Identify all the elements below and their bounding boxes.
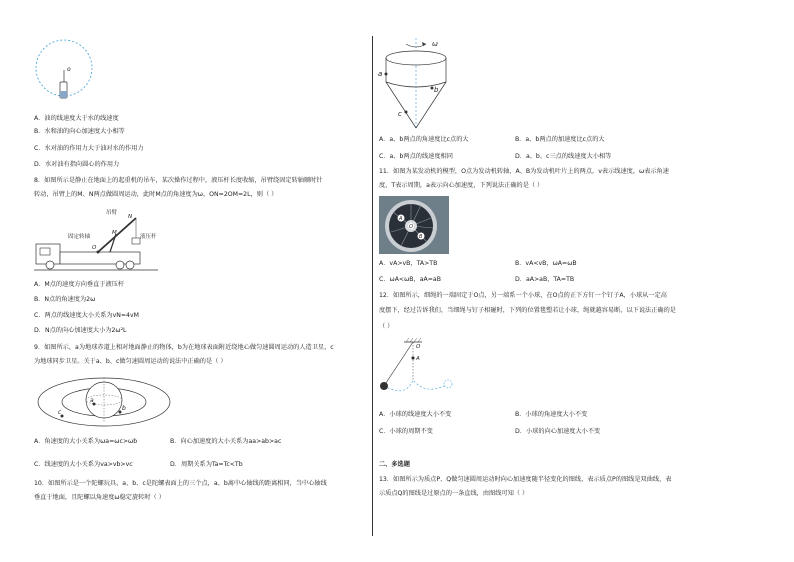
- q12-stem-line3: （ ）: [379, 323, 394, 330]
- q10-option-a: A．a、b两点的角速度比c点的大: [379, 136, 469, 143]
- q10-stem-line2: 垂直于地面，且陀螺以角速度ω稳定旋转时（ ）: [34, 494, 165, 501]
- q10-spinning-top-figure: [376, 36, 456, 132]
- q9-option-b: B．向心加速度的大小关系为aa>ab>ac: [170, 438, 282, 445]
- q7-option-c: C．水对油的作用力大于油对水的作用力: [34, 145, 144, 152]
- point-a: [385, 73, 388, 76]
- q7-option-a: A．油的线速度大于水的线速度: [34, 115, 119, 122]
- label-N: N: [128, 214, 133, 220]
- wheel-front: [46, 261, 54, 269]
- hydraulic-rod: [110, 234, 116, 252]
- q12-option-d: D．小球的向心加速度大小不变: [515, 428, 601, 435]
- q12-stem-line1: 12．如图所示，细绳的一端固定于O点，另一端系一个小球，在O点的正下方钉一个钉子A，小球从一定高: [379, 292, 667, 299]
- q10-option-d: D．a、b、c三点的线速度大小相等: [515, 153, 612, 160]
- label-pivot: 固定转轴: [68, 234, 91, 240]
- q8-option-d: D．N点的向心加速度大小为2ω²L: [34, 327, 127, 334]
- q11-stem-line1: 11．如图为某发动机的模型，O点为发动机转轴，A、B为发动机叶片上的两点，v表示线速度，ω表示角速: [379, 168, 669, 175]
- q12-option-a: A．小球的线速度大小不变: [379, 411, 452, 418]
- label-o: o: [67, 66, 71, 73]
- q9-stem-line2: 为地球同步卫星。关于a、b、c做匀速圆周运动的说法中正确的是（ ）: [34, 358, 227, 365]
- wheel-rear-2: [126, 261, 134, 269]
- q11-option-a: A．vA>vB，TA>TB: [379, 260, 438, 267]
- ceiling-hatch: [406, 338, 421, 342]
- label-a: a: [378, 70, 383, 78]
- q13-stem-line2: 示质点Q的图线是过原点的一条直线，由图线可知（ ）: [379, 490, 529, 497]
- label-O: O: [92, 245, 97, 251]
- ball-ghost: [444, 380, 452, 388]
- q10-option-c: C．a、b两点的线速度相同: [379, 153, 453, 160]
- label-B: B: [419, 234, 423, 240]
- q9-option-a: A．角速度的大小关系为ωa=ωc>ωb: [34, 438, 138, 445]
- q8-stem-line2: 转动，吊臂上的M、N两点做圆周运动，此时M点的角速度为ω，ON=2OM=2L，则（ ）: [34, 191, 278, 198]
- q7-option-d: D．水对油有指向圆心的作用力: [34, 161, 120, 168]
- cab-window: [40, 248, 50, 255]
- label-boom: 吊臂: [106, 210, 118, 216]
- label-rod: 液压杆: [140, 234, 157, 240]
- q8-option-b: B．N点的角速度为2ω: [34, 296, 96, 303]
- ball: [380, 382, 388, 390]
- label-c: c: [58, 409, 62, 416]
- label-M: M: [112, 230, 117, 236]
- label-b: b: [434, 86, 439, 94]
- pivot-point: [97, 251, 100, 254]
- q9-stem-line1: 9．如图所示，a为地球赤道上相对地面静止的物体，b为在地球表面附近绕地心做匀速圆周运动的人造卫星，c: [34, 344, 334, 351]
- q10-option-b: B．a、b两点的加速度比c点的大: [515, 136, 605, 143]
- column-divider: [372, 36, 373, 536]
- label-omega: ω: [432, 40, 438, 48]
- swing-path: [384, 380, 448, 391]
- section-heading-multiple-choice: 二、多选题: [379, 461, 410, 468]
- q7-option-b: B．水和油的向心加速度大小相等: [34, 128, 125, 135]
- water-fill: [60, 91, 67, 98]
- q11-option-c: C．ωA<ωB，aA=aB: [379, 276, 441, 283]
- q10-stem-line1: 10．如图所示是一个陀螺玩具，a、b、c是陀螺表面上的三个点，a、b离中心轴线的距离相同，当中心轴线: [34, 480, 327, 487]
- string: [384, 342, 413, 386]
- q8-option-c: C．两点的线速度大小关系为vN=4vM: [34, 312, 139, 319]
- q13-stem-line1: 13．如图所示为质点P、Q做匀速圆周运动时向心加速度随半径变化的图线，表示质点P的图线是双曲线，表: [379, 476, 672, 483]
- point-c: [405, 111, 408, 114]
- q12-option-b: B．小球的角速度大小不变: [515, 411, 588, 418]
- q11-stem-line2: 度，T表示周期，a表示向心加速度，下列说法正确的是（ ）: [379, 182, 544, 189]
- peg-A: [411, 356, 414, 359]
- q8-crane-figure: [32, 204, 162, 276]
- label-A: A: [416, 356, 420, 362]
- label-b: b: [122, 405, 126, 412]
- cone-left: [386, 82, 416, 128]
- q9-option-c: C．线速度的大小关系为va>vb>vc: [34, 461, 133, 468]
- q8-option-a: A．M点的速度方向垂直于液压杆: [34, 281, 125, 288]
- q9-orbit-figure: [34, 372, 174, 432]
- q11-option-b: B．vA<vB，ωA=ωB: [515, 260, 577, 267]
- label-A: A: [399, 216, 403, 222]
- q12-pendulum-figure: [376, 336, 466, 400]
- crane-boom: [98, 218, 136, 252]
- wheel-rear-1: [116, 261, 124, 269]
- q12-option-c: C．小球的周期不变: [379, 428, 433, 435]
- load-block: [132, 238, 140, 244]
- q7-rotating-tube-figure: [28, 36, 100, 108]
- top-surface: [386, 51, 446, 65]
- q8-stem-line1: 8．如图所示是静止在地面上的起重机的吊车，某次操作过程中，液压杆长度收缩，吊臂绕固定转轴顺时针: [34, 177, 323, 184]
- label-c: c: [398, 110, 402, 118]
- label-O: O: [416, 344, 421, 350]
- q11-engine-photo: [379, 196, 449, 254]
- label-a: a: [90, 397, 94, 404]
- label-O: O: [409, 224, 413, 230]
- q11-option-d: D．aA>aB，TA=TB: [515, 276, 575, 283]
- q9-option-d: D．周期关系为Ta=Tc<Tb: [170, 461, 243, 468]
- q12-stem-line2: 度摆下，经过告诉我们，当细绳与钉子相碰时，下列的位置毯塑若让小球，绳就越容易断，以下说法正确的是: [379, 307, 676, 314]
